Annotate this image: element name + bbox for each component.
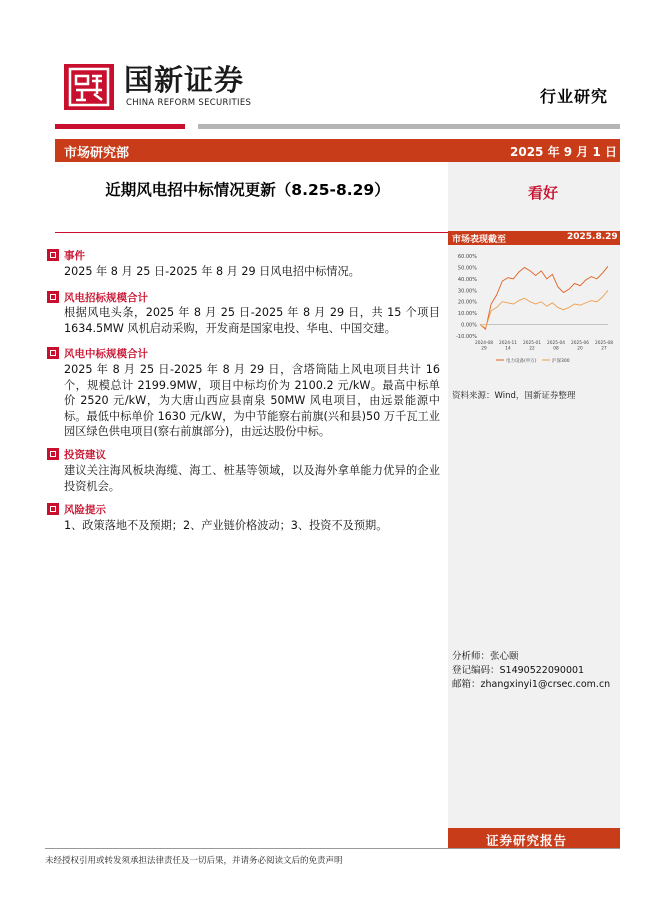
rating-badge: 看好: [528, 184, 559, 202]
footer-divider: [45, 848, 620, 849]
section-heading-event: 事件: [64, 250, 85, 262]
section-icon: [47, 448, 59, 460]
y-tick-label: 0.00%: [461, 322, 477, 329]
y-tick-label: 40.00%: [457, 276, 477, 283]
x-tick-label: 2025-08 27: [595, 341, 613, 352]
legend-label: 电力设备(申万): [506, 358, 537, 364]
department-name: 市场研究部: [64, 146, 130, 161]
title-divider: [55, 232, 448, 233]
analyst-email: 邮箱：zhangxinyi1@crsec.com.cn: [452, 679, 611, 690]
x-tick-label: 2025-04 08: [547, 341, 565, 352]
section-text-investment: 建议关注海风板块海缆、海工、桩基等领域，以及海外拿单能力优异的企业投资机会。: [64, 464, 440, 493]
section-text-risk: 1、政策落地不及预期；2、产业链价格波动；3、投资不及预期。: [64, 519, 388, 532]
y-tick-label: 20.00%: [457, 299, 477, 306]
analyst-reg-no: 登记编码：S1490522090001: [452, 665, 585, 676]
section-icon: [47, 291, 59, 303]
section-icon: [47, 503, 59, 515]
y-tick-label: 10.00%: [457, 311, 477, 318]
header-gray-bar: [198, 124, 620, 129]
chart-source: 资料来源：Wind，国新证券整理: [452, 391, 576, 401]
section-heading-risk: 风险提示: [64, 504, 106, 516]
legend-label: 沪深300: [552, 358, 570, 364]
company-name-cn: 国新证券: [124, 63, 245, 97]
section-text-bidding: 根据风电头条，2025 年 8 月 25 日-2025 年 8 月 29 日，共 15 个项目 1634.5MW 风机启动采购，开发商是国家电投、华电、中国交建。: [64, 306, 440, 335]
section-text-event: 2025 年 8 月 25 日-2025 年 8 月 29 日风电招中标情况。: [64, 265, 360, 278]
section-icon: [47, 249, 59, 261]
x-tick-label: 2025-06 20: [571, 341, 589, 352]
market-performance-date: 2025.8.29: [567, 232, 618, 242]
header-accent-bar: [55, 124, 185, 129]
series-line-1: [480, 266, 608, 329]
company-name-en: CHINA REFORM SECURITIES: [126, 98, 252, 108]
section-heading-bidding: 风电招标规模合计: [64, 292, 148, 304]
y-tick-label: -10.00%: [456, 334, 477, 340]
report-date: 2025 年 9 月 1 日: [510, 145, 617, 159]
y-tick-label: 60.00%: [457, 254, 477, 260]
company-logo-icon: [64, 64, 114, 110]
section-text-winning: 2025 年 8 月 25 日-2025 年 8 月 29 日，含塔筒陆上风电项目共计 16 个，规模总计 2199.9MW，项目中标均价为 2100.2 元/kW。最高中标单价 2520 元/kW，为大唐山西应县南泉 50MW 风电项目，由远景能源中标。最低中标单价 1630 元/kW，为中节能察右前旗(兴和县)50 万千瓦工业园区绿色供电项目(察右前旗部分)，由远达股份中标。: [64, 363, 440, 438]
y-tick-label: 50.00%: [457, 265, 477, 272]
x-tick-label: 2024-11 14: [499, 341, 517, 352]
x-tick-label: 2024-08 29: [475, 341, 493, 352]
disclaimer: 未经授权引用或转发须承担法律责任及一切后果，并请务必阅读文后的免责声明: [45, 856, 343, 866]
analyst-name: 分析师：张心颐: [452, 651, 519, 662]
section-heading-investment: 投资建议: [64, 449, 106, 461]
x-tick-label: 2025-01 22: [523, 341, 541, 352]
section-heading-winning: 风电中标规模合计: [64, 348, 148, 360]
market-performance-chart: [448, 248, 620, 374]
footer-label: 证券研究报告: [486, 833, 568, 848]
page-title: 近期风电招中标情况更新（8.25-8.29）: [105, 181, 390, 199]
market-performance-label: 市场表现截至: [452, 235, 507, 245]
series-line-2: [480, 290, 608, 328]
y-tick-label: 30.00%: [457, 288, 477, 295]
report-type: 行业研究: [540, 87, 609, 106]
section-icon: [47, 347, 59, 359]
